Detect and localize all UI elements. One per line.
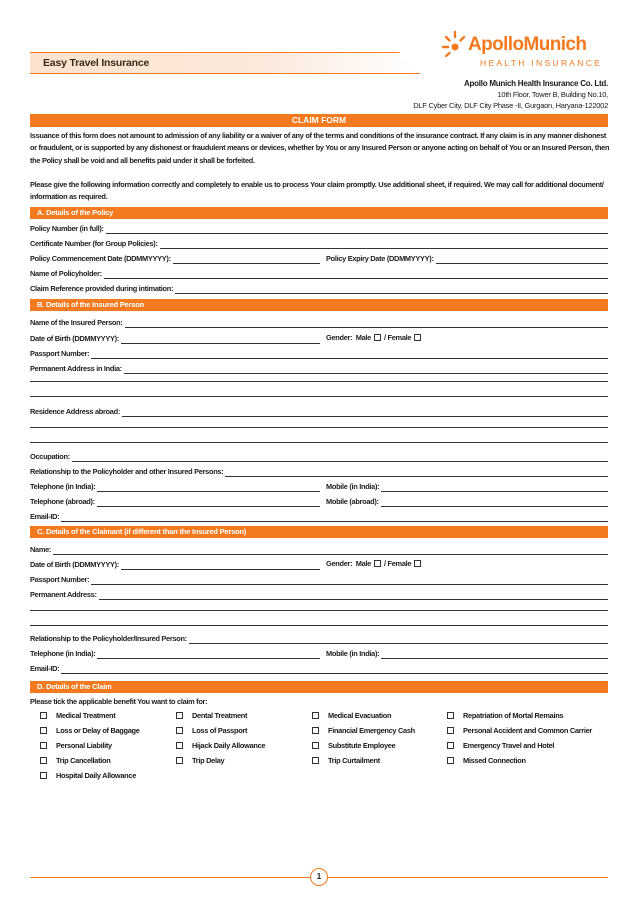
benefit-option[interactable]	[40, 741, 112, 751]
insured-email-field[interactable]	[30, 511, 608, 522]
insured-perm-address-line3[interactable]	[30, 396, 608, 397]
form-title: CLAIM FORM	[30, 114, 608, 127]
benefit-option[interactable]	[176, 726, 247, 736]
insured-dob-row	[30, 333, 608, 344]
insured-mob-abroad-label: Mobile (abroad):	[326, 497, 379, 506]
claim-instruction: Please tick the applicable benefit You want to claim for:	[30, 697, 208, 706]
benefit-label: Dental Treatment	[192, 711, 248, 720]
benefit-checkbox[interactable]	[40, 772, 47, 779]
insured-res-address-line2[interactable]	[30, 427, 608, 428]
certificate-number-label: Certificate Number (for Group Policies):	[30, 239, 158, 248]
insured-perm-address-row	[30, 363, 608, 374]
insured-gender-label: Gender:	[326, 333, 353, 342]
insured-name-row	[30, 317, 608, 328]
benefit-option[interactable]	[40, 756, 110, 766]
claimant-address-line2[interactable]	[30, 610, 608, 611]
insured-name-label: Name of the Insured Person:	[30, 318, 123, 327]
policyholder-row	[30, 268, 608, 279]
policyholder-field[interactable]	[30, 268, 608, 279]
claimant-male-checkbox[interactable]	[374, 560, 381, 567]
insured-mob-abroad-field[interactable]	[326, 496, 608, 507]
claimant-address-field[interactable]	[30, 589, 608, 600]
benefit-label: Missed Connection	[463, 756, 526, 765]
claimant-gender-separator: /	[384, 559, 386, 568]
benefit-option[interactable]	[447, 726, 592, 736]
claimant-dob-label: Date of Birth (DDMMYYYY):	[30, 560, 119, 569]
section-a-header: A. Details of the Policy	[30, 207, 608, 219]
benefit-option[interactable]	[447, 741, 554, 751]
benefit-label: Financial Emergency Cash	[328, 726, 415, 735]
benefit-option[interactable]	[40, 771, 136, 781]
benefit-option[interactable]	[40, 726, 140, 736]
policy-number-label: Policy Number (in full):	[30, 224, 104, 233]
claimant-phone-row	[30, 648, 608, 659]
insured-gender-group	[326, 333, 424, 343]
claimant-address-label: Permanent Address:	[30, 590, 97, 599]
insured-passport-field[interactable]	[30, 348, 608, 359]
insured-passport-label: Passport Number:	[30, 349, 90, 358]
benefit-label: Personal Liability	[56, 741, 112, 750]
benefit-checkbox[interactable]	[40, 742, 47, 749]
policyholder-label: Name of Policyholder:	[30, 269, 102, 278]
occupation-row	[30, 451, 608, 462]
benefit-checkbox[interactable]	[447, 712, 454, 719]
benefit-checkbox[interactable]	[40, 757, 47, 764]
insured-res-address-field[interactable]	[30, 406, 608, 417]
insured-relationship-label: Relationship to the Policyholder and other Insured Persons:	[30, 467, 224, 476]
claim-reference-label: Claim Reference provided during intimation:	[30, 284, 174, 293]
claimant-address-row	[30, 589, 608, 600]
expiry-date-label: Policy Expiry Date (DDMMYYYY):	[326, 254, 434, 263]
benefit-checkbox[interactable]	[312, 742, 319, 749]
benefit-option[interactable]	[447, 756, 526, 766]
benefit-checkbox[interactable]	[176, 742, 183, 749]
insured-phone-india-row	[30, 481, 608, 492]
benefit-label: Trip Delay	[192, 756, 225, 765]
insured-res-address-label: Residence Address abroad:	[30, 407, 120, 416]
benefit-label: Loss of Passport	[192, 726, 248, 735]
gender-separator: /	[384, 333, 386, 342]
claim-reference-row	[30, 283, 608, 294]
claim-instruction-row	[30, 697, 608, 708]
claimant-dob-row	[30, 559, 608, 570]
insured-dob-field[interactable]	[30, 333, 320, 344]
insured-res-address-row	[30, 406, 608, 417]
benefit-label: Substitute Employee	[328, 741, 396, 750]
benefit-option[interactable]	[312, 711, 391, 721]
benefit-checkbox[interactable]	[447, 742, 454, 749]
brand-name: Easy Travel Insurance	[43, 57, 150, 69]
benefit-option[interactable]	[312, 741, 395, 751]
benefit-option[interactable]	[176, 741, 265, 751]
benefit-label: Hijack Daily Allowance	[192, 741, 266, 750]
insured-email-row	[30, 511, 608, 522]
company-address-block	[308, 78, 608, 111]
benefit-label: Repatriation of Mortal Remains	[463, 711, 564, 720]
benefit-option[interactable]	[447, 711, 563, 721]
claimant-email-label: Email-ID:	[30, 664, 60, 673]
insured-relationship-field[interactable]	[30, 466, 608, 477]
insured-perm-address-field[interactable]	[30, 363, 608, 374]
company-name: Apollo Munich Health Insurance Co. Ltd.	[463, 79, 608, 88]
benefit-checkbox[interactable]	[176, 757, 183, 764]
benefit-checkbox[interactable]	[40, 712, 47, 719]
benefit-option[interactable]	[176, 711, 247, 721]
claimant-passport-label: Passport Number:	[30, 575, 90, 584]
occupation-label: Occupation:	[30, 452, 70, 461]
benefit-option[interactable]	[312, 756, 380, 766]
claimant-tel-india-label: Telephone (in India):	[30, 649, 96, 658]
benefit-option[interactable]	[176, 756, 224, 766]
benefit-label: Trip Cancellation	[56, 756, 111, 765]
benefit-checkbox[interactable]	[447, 757, 454, 764]
sun-burst-icon	[440, 28, 470, 62]
company-logo	[440, 28, 610, 76]
benefit-label: Personal Accident and Common Carrier	[463, 726, 592, 735]
benefit-checkbox[interactable]	[312, 727, 319, 734]
insured-mob-india-field[interactable]	[326, 481, 608, 492]
claimant-male-label: Male	[355, 559, 371, 568]
insured-tel-abroad-field[interactable]	[30, 496, 320, 507]
claimant-email-field[interactable]	[30, 663, 608, 674]
claimant-dob-field[interactable]	[30, 559, 320, 570]
benefit-label: Trip Curtailment	[328, 756, 380, 765]
policy-number-row	[30, 223, 608, 234]
company-address-line1: 10th Floor, Tower B, Building No.10,	[497, 90, 608, 99]
benefit-checkbox[interactable]	[312, 712, 319, 719]
insured-res-address-line3[interactable]	[30, 442, 608, 443]
company-address-line2: DLF Cyber City, DLF City Phase -II, Gurgaon, Haryana-122002	[413, 101, 608, 110]
benefit-checkbox[interactable]	[312, 757, 319, 764]
insured-tel-india-label: Telephone (in India):	[30, 482, 96, 491]
benefit-label: Medical Evacuation	[328, 711, 392, 720]
insured-name-field[interactable]	[30, 317, 608, 328]
insured-perm-address-line2[interactable]	[30, 381, 608, 382]
instructions-paragraph: Please give the following information correctly and completely to enable us to process Your claim promptly. Use additional sheet, if required. We may call for additional document/ information as required.	[30, 180, 604, 202]
commencement-date-field[interactable]	[30, 253, 320, 264]
insured-passport-row	[30, 348, 608, 359]
insured-tel-india-field[interactable]	[30, 481, 320, 492]
claimant-gender-label: Gender:	[326, 559, 353, 568]
certificate-number-field[interactable]	[30, 238, 608, 249]
claimant-passport-row	[30, 574, 608, 585]
claimant-gender-group	[326, 559, 424, 569]
insured-female-label: Female	[387, 333, 412, 342]
claimant-tel-india-field[interactable]	[30, 648, 320, 659]
claimant-relationship-row	[30, 633, 608, 644]
benefit-label: Loss or Delay of Baggage	[56, 726, 140, 735]
policy-number-field[interactable]	[30, 223, 608, 234]
insured-tel-abroad-label: Telephone (abroad):	[30, 497, 95, 506]
insured-female-checkbox[interactable]	[414, 334, 421, 341]
section-b-header: B. Details of the Insured Person	[30, 299, 608, 311]
claimant-name-row	[30, 544, 608, 555]
occupation-field[interactable]	[30, 451, 608, 462]
insured-email-label: Email-ID:	[30, 512, 60, 521]
claim-reference-field[interactable]	[30, 283, 608, 294]
insured-mob-india-label: Mobile (in India):	[326, 482, 380, 491]
expiry-date-field[interactable]	[326, 253, 608, 264]
claimant-mob-india-label: Mobile (in India):	[326, 649, 380, 658]
section-d-header: D. Details of the Claim	[30, 681, 608, 693]
benefit-checkbox[interactable]	[176, 712, 183, 719]
claimant-relationship-label: Relationship to the Policyholder/Insured Person:	[30, 634, 187, 643]
claimant-relationship-field[interactable]	[30, 633, 608, 644]
insured-phone-abroad-row	[30, 496, 608, 507]
logo-tagline: HEALTH INSURANCE	[480, 58, 603, 68]
insured-male-checkbox[interactable]	[374, 334, 381, 341]
claimant-female-checkbox[interactable]	[414, 560, 421, 567]
claimant-passport-field[interactable]	[30, 574, 608, 585]
insured-male-label: Male	[355, 333, 371, 342]
claimant-address-line3[interactable]	[30, 625, 608, 626]
benefit-option[interactable]	[312, 726, 415, 736]
benefit-label: Medical Treatment	[56, 711, 116, 720]
claimant-name-label: Name:	[30, 545, 52, 554]
page-number: 1	[310, 868, 328, 886]
benefit-checkbox[interactable]	[447, 727, 454, 734]
benefit-label: Hospital Daily Allowance	[56, 771, 137, 780]
insured-dob-label: Date of Birth (DDMMYYYY):	[30, 334, 119, 343]
insured-perm-address-label: Permanent Address in India:	[30, 364, 122, 373]
insured-relationship-row	[30, 466, 608, 477]
policy-dates-row	[30, 253, 608, 264]
benefit-option[interactable]	[40, 711, 115, 721]
claimant-mob-india-field[interactable]	[326, 648, 608, 659]
commencement-date-label: Policy Commencement Date (DDMMYYYY):	[30, 254, 171, 263]
claimant-email-row	[30, 663, 608, 674]
disclaimer-paragraph: Issuance of this form does not amount to admission of any liability or a waiver of any of the terms and conditions of the insurance contract. If any claim is in any manner dishonest or fraudulent, or is supported by any dishonest or fraudulent means or devices, whether by You or any Insured Person or anyone acting on behalf of You or an Insured Person, then the Policy shall be void and all benefits paid under it shall be forfeited.	[30, 131, 610, 165]
benefit-label: Emergency Travel and Hotel	[463, 741, 555, 750]
section-c-header: C. Details of the Claimant (if different than the Insured Person)	[30, 526, 608, 538]
benefit-checkbox[interactable]	[176, 727, 183, 734]
claimant-name-field[interactable]	[30, 544, 608, 555]
certificate-number-row	[30, 238, 608, 249]
claimant-female-label: Female	[387, 559, 412, 568]
benefit-checkbox[interactable]	[40, 727, 47, 734]
logo-wordmark: ApolloMunich	[468, 34, 587, 55]
